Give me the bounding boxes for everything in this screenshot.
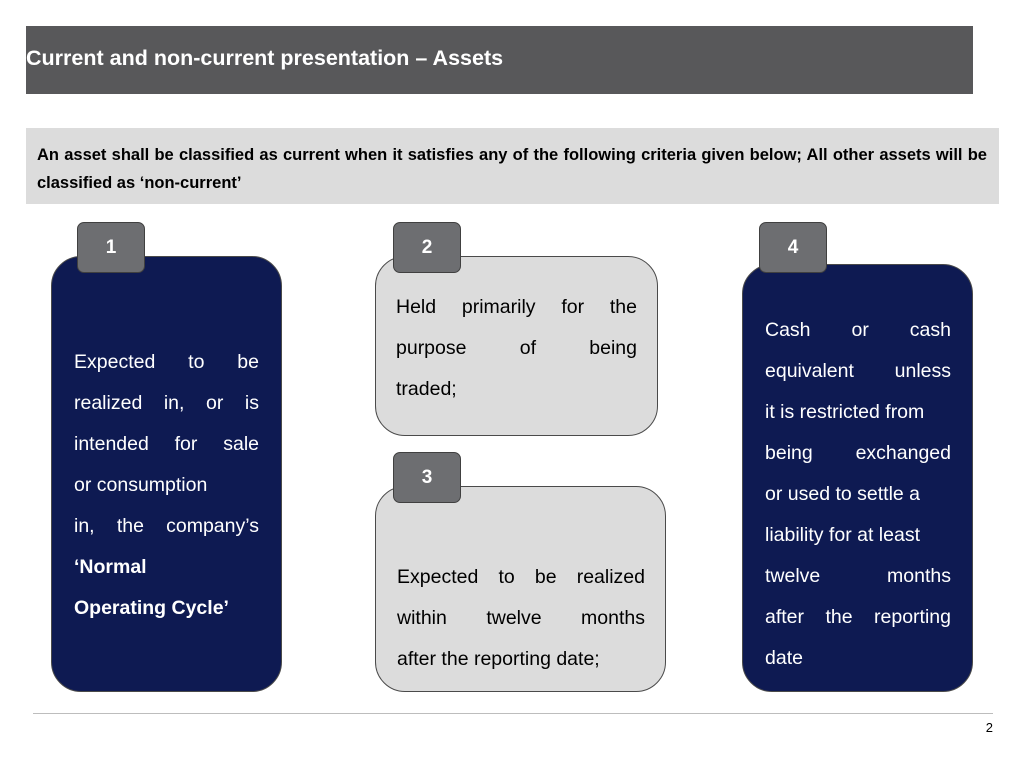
word: for (561, 296, 585, 318)
word: traded; (396, 378, 457, 400)
word: or consumption (74, 474, 208, 496)
word: after (765, 606, 805, 628)
word: realized (74, 392, 143, 414)
word: twelve (486, 607, 542, 629)
word: within (397, 607, 447, 629)
criterion-4-line (765, 392, 951, 433)
emphasis-text: Operating Cycle’ (74, 597, 229, 619)
word: company’s (166, 515, 259, 537)
page-title: Current and non-current presentation – Assets (26, 46, 504, 70)
criterion-card-4 (742, 264, 973, 692)
word: to (188, 351, 205, 373)
footer-divider (33, 713, 993, 714)
criteria-banner: An asset shall be classified as current when it satisfies any of the following criteria given below; All other assets will be classified as ‘non-current’ (26, 128, 999, 204)
criterion-3-line (397, 639, 645, 680)
criterion-3-line (397, 557, 645, 598)
word: to (498, 566, 515, 588)
criterion-1-line (74, 342, 259, 383)
criterion-card-1 (51, 256, 282, 692)
word: be (237, 351, 259, 373)
word: the (116, 515, 144, 537)
criterion-4-line (765, 351, 951, 392)
criterion-badge-3: 3 (393, 452, 461, 503)
word: purpose (396, 337, 467, 359)
word: date (765, 647, 803, 669)
criterion-card-3 (375, 486, 666, 692)
word: liability for at least (765, 524, 920, 546)
word: of (519, 337, 536, 359)
word: reporting (874, 606, 951, 628)
criterion-4-line (765, 638, 951, 679)
word: in, (163, 392, 185, 414)
criterion-1-line (74, 424, 259, 465)
word: is (244, 392, 259, 414)
word: Expected (74, 351, 156, 373)
word: it is restricted from (765, 401, 925, 423)
word: Expected (397, 566, 479, 588)
criterion-4-line (765, 474, 951, 515)
page-number: 2 (985, 720, 993, 735)
criterion-2-line (396, 287, 637, 328)
word: being (589, 337, 637, 359)
word: realized (576, 566, 645, 588)
word: Held (396, 296, 437, 318)
criterion-2-line (396, 369, 637, 410)
word: being (765, 442, 813, 464)
criterion-1-line (74, 465, 259, 506)
criterion-1-line (74, 506, 259, 547)
word: unless (894, 360, 951, 382)
criterion-card-2 (375, 256, 658, 436)
word: primarily (461, 296, 536, 318)
word: cash (909, 319, 951, 341)
criterion-1-emphasis-line (74, 588, 259, 629)
criterion-4-line (765, 433, 951, 474)
word: after the reporting date; (397, 648, 600, 670)
word: in, (74, 515, 95, 537)
criterion-4-line (765, 597, 951, 638)
word: for (174, 433, 198, 455)
criterion-badge-4: 4 (759, 222, 827, 273)
word: or (206, 392, 224, 414)
criterion-4-line (765, 556, 951, 597)
word: or (851, 319, 869, 341)
title-bar (26, 26, 973, 94)
word: exchanged (855, 442, 951, 464)
word: intended (74, 433, 149, 455)
criterion-3-line (397, 598, 645, 639)
criterion-1-emphasis-line (74, 547, 259, 588)
criterion-badge-1: 1 (77, 222, 145, 273)
word: the (609, 296, 637, 318)
word: equivalent (765, 360, 854, 382)
emphasis-text: ‘Normal (74, 556, 147, 578)
word: months (581, 607, 645, 629)
word: the (825, 606, 853, 628)
criterion-badge-2: 2 (393, 222, 461, 273)
criterion-4-line (765, 515, 951, 556)
word: months (887, 565, 951, 587)
word: Cash (765, 319, 811, 341)
word: twelve (765, 565, 821, 587)
word: be (534, 566, 557, 588)
word: or used to settle a (765, 483, 921, 505)
criterion-1-line (74, 383, 259, 424)
word: sale (223, 433, 259, 455)
criterion-2-line (396, 328, 637, 369)
criterion-4-line (765, 310, 951, 351)
